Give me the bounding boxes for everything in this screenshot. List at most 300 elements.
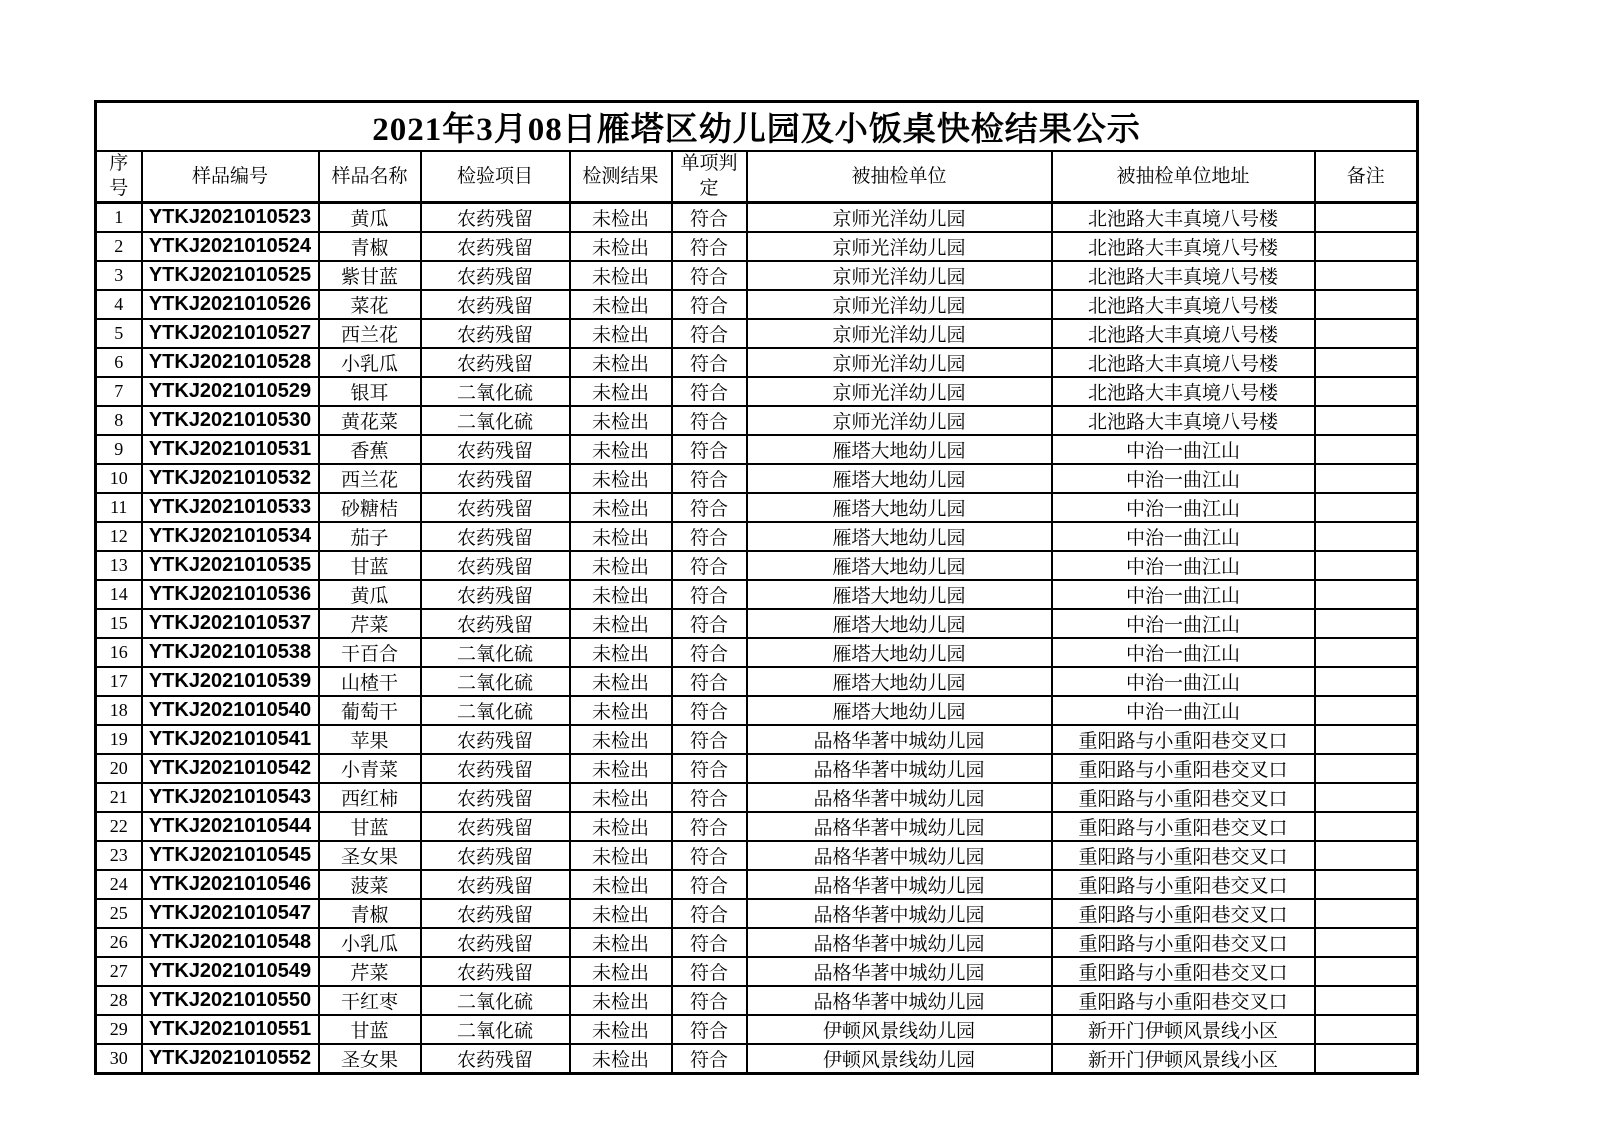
item-judgment-cell: 符合	[672, 464, 747, 493]
serial-number-cell: 12	[96, 522, 142, 551]
remarks-cell	[1315, 261, 1418, 290]
table-row	[96, 377, 1418, 406]
test-item-cell: 农药残留	[421, 290, 570, 319]
test-item-cell: 二氧化硫	[421, 638, 570, 667]
remarks-cell	[1315, 377, 1418, 406]
sample-name-cell: 芹菜	[319, 609, 421, 638]
sampled-unit-cell: 雁塔大地幼儿园	[747, 522, 1052, 551]
serial-number-cell: 13	[96, 551, 142, 580]
sampled-unit-cell: 品格华著中城幼儿园	[747, 783, 1052, 812]
test-result-cell: 未检出	[570, 464, 672, 493]
table-row	[96, 986, 1418, 1015]
sample-id-cell: YTKJ2021010552	[142, 1044, 319, 1074]
test-result-cell: 未检出	[570, 406, 672, 435]
serial-number-cell: 26	[96, 928, 142, 957]
table-row	[96, 667, 1418, 696]
serial-number-cell: 29	[96, 1015, 142, 1044]
sample-name-cell: 山楂干	[319, 667, 421, 696]
sampled-unit-address-cell: 重阳路与小重阳巷交叉口	[1052, 783, 1315, 812]
test-result-cell: 未检出	[570, 261, 672, 290]
item-judgment-cell: 符合	[672, 725, 747, 754]
remarks-cell	[1315, 1015, 1418, 1044]
test-item-cell: 农药残留	[421, 203, 570, 233]
sample-name-cell: 干红枣	[319, 986, 421, 1015]
inspection-results-table	[94, 100, 1419, 1075]
test-result-cell: 未检出	[570, 841, 672, 870]
column-header-test-result	[570, 151, 672, 203]
sample-name-cell: 西兰花	[319, 319, 421, 348]
test-result-cell: 未检出	[570, 667, 672, 696]
test-item-cell: 农药残留	[421, 725, 570, 754]
test-item-cell: 二氧化硫	[421, 986, 570, 1015]
serial-number-cell: 14	[96, 580, 142, 609]
item-judgment-cell: 符合	[672, 319, 747, 348]
table-row	[96, 203, 1418, 233]
sampled-unit-cell: 京师光洋幼儿园	[747, 348, 1052, 377]
sample-id-cell: YTKJ2021010530	[142, 406, 319, 435]
test-item-cell: 农药残留	[421, 261, 570, 290]
test-item-cell: 农药残留	[421, 435, 570, 464]
sample-id-cell: YTKJ2021010548	[142, 928, 319, 957]
sampled-unit-address-cell: 中治一曲江山	[1052, 609, 1315, 638]
sample-name-cell: 葡萄干	[319, 696, 421, 725]
remarks-cell	[1315, 899, 1418, 928]
serial-number-cell: 18	[96, 696, 142, 725]
test-item-cell: 农药残留	[421, 928, 570, 957]
remarks-cell	[1315, 435, 1418, 464]
serial-number-cell: 30	[96, 1044, 142, 1074]
remarks-cell	[1315, 725, 1418, 754]
test-result-cell: 未检出	[570, 928, 672, 957]
sampled-unit-cell: 雁塔大地幼儿园	[747, 580, 1052, 609]
remarks-cell	[1315, 609, 1418, 638]
column-header-test-item-label: 检验项目	[456, 165, 533, 187]
table-row	[96, 725, 1418, 754]
column-header-test-result-label: 检测结果	[582, 165, 659, 187]
sample-name-cell: 茄子	[319, 522, 421, 551]
sample-id-cell: YTKJ2021010523	[142, 203, 319, 233]
column-header-test-item	[421, 151, 570, 203]
test-result-cell: 未检出	[570, 1044, 672, 1074]
sampled-unit-cell: 品格华著中城幼儿园	[747, 986, 1052, 1015]
remarks-cell	[1315, 522, 1418, 551]
table-row	[96, 348, 1418, 377]
item-judgment-cell: 符合	[672, 1015, 747, 1044]
sampled-unit-cell: 京师光洋幼儿园	[747, 261, 1052, 290]
remarks-cell	[1315, 406, 1418, 435]
sample-name-cell: 干百合	[319, 638, 421, 667]
remarks-cell	[1315, 783, 1418, 812]
test-item-cell: 二氧化硫	[421, 667, 570, 696]
serial-number-cell: 7	[96, 377, 142, 406]
table-row	[96, 406, 1418, 435]
remarks-cell	[1315, 464, 1418, 493]
sampled-unit-cell: 品格华著中城幼儿园	[747, 812, 1052, 841]
item-judgment-cell: 符合	[672, 783, 747, 812]
sampled-unit-address-cell: 中治一曲江山	[1052, 667, 1315, 696]
serial-number-cell: 19	[96, 725, 142, 754]
test-result-cell: 未检出	[570, 609, 672, 638]
test-result-cell: 未检出	[570, 638, 672, 667]
sample-name-cell: 香蕉	[319, 435, 421, 464]
item-judgment-cell: 符合	[672, 377, 747, 406]
test-result-cell: 未检出	[570, 754, 672, 783]
sample-id-cell: YTKJ2021010542	[142, 754, 319, 783]
sampled-unit-address-cell: 北池路大丰真境八号楼	[1052, 203, 1315, 233]
test-item-cell: 二氧化硫	[421, 406, 570, 435]
item-judgment-cell: 符合	[672, 435, 747, 464]
item-judgment-cell: 符合	[672, 406, 747, 435]
sample-name-cell: 菠菜	[319, 870, 421, 899]
title-row	[96, 102, 1418, 152]
sampled-unit-address-cell: 新开门伊顿风景线小区	[1052, 1044, 1315, 1074]
sampled-unit-address-cell: 重阳路与小重阳巷交叉口	[1052, 957, 1315, 986]
test-item-cell: 农药残留	[421, 464, 570, 493]
test-result-cell: 未检出	[570, 522, 672, 551]
table-row	[96, 696, 1418, 725]
test-item-cell: 农药残留	[421, 319, 570, 348]
item-judgment-cell: 符合	[672, 609, 747, 638]
test-result-cell: 未检出	[570, 377, 672, 406]
item-judgment-cell: 符合	[672, 232, 747, 261]
column-header-item-judgment	[672, 151, 747, 203]
sampled-unit-address-cell: 北池路大丰真境八号楼	[1052, 319, 1315, 348]
sampled-unit-cell: 京师光洋幼儿园	[747, 290, 1052, 319]
sampled-unit-address-cell: 北池路大丰真境八号楼	[1052, 377, 1315, 406]
sample-id-cell: YTKJ2021010543	[142, 783, 319, 812]
remarks-cell	[1315, 870, 1418, 899]
sample-name-cell: 芹菜	[319, 957, 421, 986]
sampled-unit-cell: 雁塔大地幼儿园	[747, 551, 1052, 580]
test-result-cell: 未检出	[570, 232, 672, 261]
serial-number-cell: 22	[96, 812, 142, 841]
sampled-unit-address-cell: 北池路大丰真境八号楼	[1052, 290, 1315, 319]
sampled-unit-cell: 雁塔大地幼儿园	[747, 435, 1052, 464]
column-header-sample-id-label: 样品编号	[191, 165, 268, 187]
sample-id-cell: YTKJ2021010527	[142, 319, 319, 348]
sampled-unit-cell: 雁塔大地幼儿园	[747, 667, 1052, 696]
serial-number-cell: 5	[96, 319, 142, 348]
serial-number-cell: 20	[96, 754, 142, 783]
test-result-cell: 未检出	[570, 696, 672, 725]
remarks-cell	[1315, 203, 1418, 233]
item-judgment-cell: 符合	[672, 580, 747, 609]
item-judgment-cell: 符合	[672, 870, 747, 899]
test-result-cell: 未检出	[570, 348, 672, 377]
test-result-cell: 未检出	[570, 870, 672, 899]
remarks-cell	[1315, 580, 1418, 609]
item-judgment-cell: 符合	[672, 667, 747, 696]
sampled-unit-address-cell: 新开门伊顿风景线小区	[1052, 1015, 1315, 1044]
serial-number-cell: 25	[96, 899, 142, 928]
column-header-sample-id	[142, 151, 319, 203]
sampled-unit-address-cell: 中治一曲江山	[1052, 551, 1315, 580]
header-row	[96, 151, 1418, 203]
sample-id-cell: YTKJ2021010545	[142, 841, 319, 870]
sampled-unit-address-cell: 中治一曲江山	[1052, 638, 1315, 667]
table-row	[96, 1044, 1418, 1074]
table-row	[96, 1015, 1418, 1044]
test-item-cell: 农药残留	[421, 783, 570, 812]
sample-name-cell: 青椒	[319, 232, 421, 261]
serial-number-cell: 9	[96, 435, 142, 464]
sample-id-cell: YTKJ2021010549	[142, 957, 319, 986]
sample-id-cell: YTKJ2021010540	[142, 696, 319, 725]
test-result-cell: 未检出	[570, 812, 672, 841]
item-judgment-cell: 符合	[672, 493, 747, 522]
sample-name-cell: 黄瓜	[319, 580, 421, 609]
sample-name-cell: 砂糖桔	[319, 493, 421, 522]
serial-number-cell: 24	[96, 870, 142, 899]
test-item-cell: 二氧化硫	[421, 377, 570, 406]
test-item-cell: 农药残留	[421, 1044, 570, 1074]
sampled-unit-cell: 雁塔大地幼儿园	[747, 464, 1052, 493]
test-item-cell: 农药残留	[421, 493, 570, 522]
sample-name-cell: 甘蓝	[319, 551, 421, 580]
sample-name-cell: 甘蓝	[319, 812, 421, 841]
sampled-unit-cell: 京师光洋幼儿园	[747, 377, 1052, 406]
sampled-unit-address-cell: 重阳路与小重阳巷交叉口	[1052, 812, 1315, 841]
sample-id-cell: YTKJ2021010550	[142, 986, 319, 1015]
item-judgment-cell: 符合	[672, 986, 747, 1015]
remarks-cell	[1315, 551, 1418, 580]
sampled-unit-address-cell: 中治一曲江山	[1052, 493, 1315, 522]
item-judgment-cell: 符合	[672, 696, 747, 725]
sampled-unit-address-cell: 重阳路与小重阳巷交叉口	[1052, 870, 1315, 899]
test-item-cell: 农药残留	[421, 609, 570, 638]
remarks-cell	[1315, 986, 1418, 1015]
item-judgment-cell: 符合	[672, 754, 747, 783]
column-header-sampled-unit-address-label: 被抽检单位地址	[1116, 165, 1250, 187]
sampled-unit-address-cell: 中治一曲江山	[1052, 435, 1315, 464]
test-item-cell: 农药残留	[421, 812, 570, 841]
sample-name-cell: 小青菜	[319, 754, 421, 783]
test-result-cell: 未检出	[570, 493, 672, 522]
table-row	[96, 957, 1418, 986]
serial-number-cell: 8	[96, 406, 142, 435]
column-header-item-judgment-label: 单项判定	[680, 153, 738, 199]
test-result-cell: 未检出	[570, 783, 672, 812]
sampled-unit-address-cell: 重阳路与小重阳巷交叉口	[1052, 841, 1315, 870]
sample-name-cell: 青椒	[319, 899, 421, 928]
remarks-cell	[1315, 232, 1418, 261]
table-body	[96, 203, 1418, 1074]
test-item-cell: 二氧化硫	[421, 696, 570, 725]
test-result-cell: 未检出	[570, 319, 672, 348]
sample-id-cell: YTKJ2021010535	[142, 551, 319, 580]
column-header-sampled-unit-label: 被抽检单位	[851, 165, 947, 187]
item-judgment-cell: 符合	[672, 928, 747, 957]
sample-name-cell: 西红柿	[319, 783, 421, 812]
sampled-unit-cell: 雁塔大地幼儿园	[747, 696, 1052, 725]
serial-number-cell: 3	[96, 261, 142, 290]
serial-number-cell: 6	[96, 348, 142, 377]
page-title: 2021年3月08日雁塔区幼儿园及小饭桌快检结果公示	[96, 102, 1418, 152]
sampled-unit-address-cell: 重阳路与小重阳巷交叉口	[1052, 725, 1315, 754]
serial-number-cell: 4	[96, 290, 142, 319]
sampled-unit-address-cell: 北池路大丰真境八号楼	[1052, 406, 1315, 435]
sample-name-cell: 小乳瓜	[319, 928, 421, 957]
sample-id-cell: YTKJ2021010525	[142, 261, 319, 290]
table-row	[96, 290, 1418, 319]
table-row	[96, 899, 1418, 928]
sample-id-cell: YTKJ2021010524	[142, 232, 319, 261]
remarks-cell	[1315, 319, 1418, 348]
sample-id-cell: YTKJ2021010538	[142, 638, 319, 667]
table-row	[96, 754, 1418, 783]
sample-name-cell: 银耳	[319, 377, 421, 406]
test-item-cell: 农药残留	[421, 841, 570, 870]
serial-number-cell: 15	[96, 609, 142, 638]
test-item-cell: 农药残留	[421, 348, 570, 377]
remarks-cell	[1315, 348, 1418, 377]
remarks-cell	[1315, 638, 1418, 667]
sampled-unit-address-cell: 北池路大丰真境八号楼	[1052, 348, 1315, 377]
item-judgment-cell: 符合	[672, 1044, 747, 1074]
sample-name-cell: 黄花菜	[319, 406, 421, 435]
table-row	[96, 493, 1418, 522]
remarks-cell	[1315, 812, 1418, 841]
column-header-sample-name	[319, 151, 421, 203]
sampled-unit-address-cell: 中治一曲江山	[1052, 580, 1315, 609]
sampled-unit-cell: 伊顿风景线幼儿园	[747, 1015, 1052, 1044]
test-result-cell: 未检出	[570, 203, 672, 233]
remarks-cell	[1315, 928, 1418, 957]
table-row	[96, 522, 1418, 551]
column-header-sampled-unit	[747, 151, 1052, 203]
item-judgment-cell: 符合	[672, 261, 747, 290]
sampled-unit-cell: 京师光洋幼儿园	[747, 319, 1052, 348]
sampled-unit-address-cell: 重阳路与小重阳巷交叉口	[1052, 928, 1315, 957]
sampled-unit-cell: 品格华著中城幼儿园	[747, 957, 1052, 986]
test-result-cell: 未检出	[570, 957, 672, 986]
remarks-cell	[1315, 290, 1418, 319]
sampled-unit-address-cell: 中治一曲江山	[1052, 522, 1315, 551]
table-row	[96, 464, 1418, 493]
table-row	[96, 812, 1418, 841]
sampled-unit-cell: 品格华著中城幼儿园	[747, 870, 1052, 899]
serial-number-cell: 2	[96, 232, 142, 261]
item-judgment-cell: 符合	[672, 551, 747, 580]
sampled-unit-cell: 京师光洋幼儿园	[747, 406, 1052, 435]
test-item-cell: 农药残留	[421, 580, 570, 609]
test-item-cell: 农药残留	[421, 899, 570, 928]
column-header-serial-number	[96, 151, 142, 203]
test-item-cell: 农药残留	[421, 870, 570, 899]
sampled-unit-cell: 雁塔大地幼儿园	[747, 638, 1052, 667]
sample-id-cell: YTKJ2021010551	[142, 1015, 319, 1044]
column-header-sample-name-label: 样品名称	[331, 165, 408, 187]
serial-number-cell: 21	[96, 783, 142, 812]
sample-name-cell: 菜花	[319, 290, 421, 319]
item-judgment-cell: 符合	[672, 957, 747, 986]
item-judgment-cell: 符合	[672, 841, 747, 870]
sample-id-cell: YTKJ2021010531	[142, 435, 319, 464]
sample-id-cell: YTKJ2021010529	[142, 377, 319, 406]
serial-number-cell: 23	[96, 841, 142, 870]
remarks-cell	[1315, 667, 1418, 696]
table-row	[96, 580, 1418, 609]
remarks-cell	[1315, 696, 1418, 725]
sampled-unit-cell: 品格华著中城幼儿园	[747, 725, 1052, 754]
test-result-cell: 未检出	[570, 899, 672, 928]
serial-number-cell: 17	[96, 667, 142, 696]
sample-name-cell: 小乳瓜	[319, 348, 421, 377]
item-judgment-cell: 符合	[672, 290, 747, 319]
sampled-unit-address-cell: 重阳路与小重阳巷交叉口	[1052, 899, 1315, 928]
sampled-unit-cell: 雁塔大地幼儿园	[747, 493, 1052, 522]
sample-name-cell: 黄瓜	[319, 203, 421, 233]
serial-number-cell: 10	[96, 464, 142, 493]
sampled-unit-cell: 品格华著中城幼儿园	[747, 841, 1052, 870]
sampled-unit-address-cell: 重阳路与小重阳巷交叉口	[1052, 986, 1315, 1015]
remarks-cell	[1315, 957, 1418, 986]
test-item-cell: 农药残留	[421, 551, 570, 580]
sample-id-cell: YTKJ2021010544	[142, 812, 319, 841]
item-judgment-cell: 符合	[672, 899, 747, 928]
remarks-cell	[1315, 1044, 1418, 1074]
sample-id-cell: YTKJ2021010536	[142, 580, 319, 609]
sample-id-cell: YTKJ2021010547	[142, 899, 319, 928]
column-header-serial-number-label: 序号	[109, 153, 129, 199]
sampled-unit-address-cell: 中治一曲江山	[1052, 464, 1315, 493]
table-row	[96, 928, 1418, 957]
sampled-unit-cell: 品格华著中城幼儿园	[747, 928, 1052, 957]
test-result-cell: 未检出	[570, 551, 672, 580]
table-row	[96, 609, 1418, 638]
sampled-unit-address-cell: 重阳路与小重阳巷交叉口	[1052, 754, 1315, 783]
sample-id-cell: YTKJ2021010537	[142, 609, 319, 638]
test-item-cell: 农药残留	[421, 957, 570, 986]
sample-name-cell: 西兰花	[319, 464, 421, 493]
sample-id-cell: YTKJ2021010526	[142, 290, 319, 319]
sample-id-cell: YTKJ2021010533	[142, 493, 319, 522]
sample-name-cell: 紫甘蓝	[319, 261, 421, 290]
remarks-cell	[1315, 841, 1418, 870]
item-judgment-cell: 符合	[672, 812, 747, 841]
sampled-unit-cell: 品格华著中城幼儿园	[747, 899, 1052, 928]
test-item-cell: 农药残留	[421, 754, 570, 783]
test-result-cell: 未检出	[570, 725, 672, 754]
table-row	[96, 783, 1418, 812]
sampled-unit-address-cell: 中治一曲江山	[1052, 696, 1315, 725]
column-header-sampled-unit-address	[1052, 151, 1315, 203]
sampled-unit-cell: 雁塔大地幼儿园	[747, 609, 1052, 638]
table-row	[96, 435, 1418, 464]
sampled-unit-cell: 京师光洋幼儿园	[747, 203, 1052, 233]
table-row	[96, 319, 1418, 348]
test-result-cell: 未检出	[570, 1015, 672, 1044]
sampled-unit-address-cell: 北池路大丰真境八号楼	[1052, 261, 1315, 290]
serial-number-cell: 27	[96, 957, 142, 986]
remarks-cell	[1315, 754, 1418, 783]
sampled-unit-address-cell: 北池路大丰真境八号楼	[1052, 232, 1315, 261]
sample-name-cell: 圣女果	[319, 841, 421, 870]
test-item-cell: 农药残留	[421, 522, 570, 551]
sample-id-cell: YTKJ2021010541	[142, 725, 319, 754]
test-result-cell: 未检出	[570, 986, 672, 1015]
test-item-cell: 农药残留	[421, 232, 570, 261]
sample-name-cell: 圣女果	[319, 1044, 421, 1074]
serial-number-cell: 28	[96, 986, 142, 1015]
item-judgment-cell: 符合	[672, 638, 747, 667]
sampled-unit-cell: 伊顿风景线幼儿园	[747, 1044, 1052, 1074]
serial-number-cell: 11	[96, 493, 142, 522]
serial-number-cell: 16	[96, 638, 142, 667]
table-row	[96, 232, 1418, 261]
test-item-cell: 二氧化硫	[421, 1015, 570, 1044]
sample-name-cell: 苹果	[319, 725, 421, 754]
